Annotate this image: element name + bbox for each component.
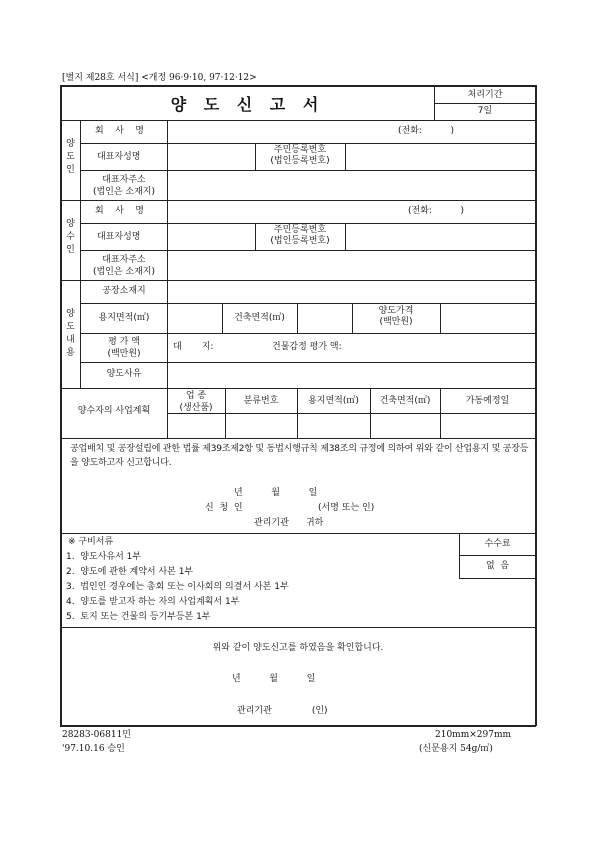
transferor-group-label: 양 도 인 bbox=[66, 139, 75, 175]
required-doc-item: 4. 양도를 받고자 하는 자의 사업계획서 1부 bbox=[66, 597, 240, 607]
business-plan-col-class-no: 분류번호 bbox=[243, 396, 279, 406]
business-plan-col-building-area: 건축면적(㎡) bbox=[379, 396, 431, 406]
business-plan-col-start-date: 가동예정일 bbox=[465, 396, 510, 406]
transferor-phone-label: (전화: ) bbox=[398, 126, 455, 136]
transfer-reason-label: 양도사유 bbox=[106, 369, 142, 379]
transferor-address-label: 대표자주소 (법인은 소재지) bbox=[92, 175, 156, 197]
transferor-company-label: 회 사 명 bbox=[95, 126, 144, 136]
required-doc-item: 2. 양도에 관한 계약서 사본 1부 bbox=[66, 567, 194, 577]
transferee-rep-name-label: 대표자성명 bbox=[97, 232, 141, 242]
declaration-date-line: 년 월 일 bbox=[234, 488, 318, 498]
form-code: 28283-06811민 bbox=[62, 730, 131, 740]
declaration-text: 공업배치 및 공장설립에 관한 법률 제39조제2항 및 동법시행규칙 제38조의 규정에 의하여 위와 같이 산업용지 및 공장등을 양도하고자 신고합니다. bbox=[70, 444, 529, 468]
paper-type: (신문용지 54g/㎡) bbox=[419, 744, 493, 754]
transferee-group-label: 양 수 인 bbox=[66, 219, 75, 255]
required-doc-item: 5. 토지 또는 건물의 등기부등본 1부 bbox=[66, 612, 211, 622]
paper-size: 210mm×297mm bbox=[435, 730, 512, 740]
transferee-company-label: 회 사 명 bbox=[95, 206, 144, 216]
transferor-rrn-label: 주민등록번호 (법인등록번호) bbox=[270, 145, 330, 166]
business-plan-col-land-area: 용지면적(㎡) bbox=[308, 396, 359, 406]
applicant-label: 신 청 인 bbox=[205, 503, 243, 513]
transferee-phone-label: (전화: ) bbox=[408, 206, 465, 216]
form-caption: [별지 제28호 서식] <개정 96·9·10, 97·12·12> bbox=[62, 73, 257, 83]
appraisal-label: 평 가 액 (백만원) bbox=[107, 337, 141, 359]
required-docs-heading: ※ 구비서류 bbox=[68, 537, 114, 547]
fee-value: 없 음 bbox=[485, 561, 510, 571]
declaration-authority-label: 관리기관 귀하 bbox=[254, 518, 324, 528]
transferor-rep-name-label: 대표자성명 bbox=[97, 152, 141, 162]
factory-location-label: 공장소재지 bbox=[102, 286, 146, 296]
document-title: 양 도 신 고 서 bbox=[170, 95, 325, 114]
confirmation-text: 위와 같이 양도신고를 하였음을 확인합니다. bbox=[212, 643, 384, 653]
business-plan-col-industry: 업 종 (생산품) bbox=[179, 391, 213, 413]
fee-label: 수수료 bbox=[484, 539, 511, 549]
land-area-label: 용지면적(㎡) bbox=[98, 313, 150, 323]
transferee-address-label: 대표자주소 (법인은 소재지) bbox=[92, 255, 156, 277]
business-plan-label: 양수자의 사업계획 bbox=[77, 406, 151, 416]
processing-period-label: 처리기간 bbox=[467, 90, 503, 100]
required-doc-item: 3. 법인인 경우에는 총회 또는 이사회의 의결서 사본 1부 bbox=[66, 582, 289, 592]
land-appraisal-label: 대 지: bbox=[173, 342, 214, 352]
transfer-content-group-label: 양 도 내 용 bbox=[66, 309, 75, 358]
required-doc-item: 1. 양도사유서 1부 bbox=[66, 552, 142, 562]
confirmation-date-line: 년 월 일 bbox=[232, 674, 316, 684]
processing-period-value: 7일 bbox=[477, 106, 493, 116]
signature-label: (서명 또는 인) bbox=[318, 503, 375, 513]
confirmation-authority-label: 관리기관 (인) bbox=[237, 706, 328, 716]
building-area-label: 건축면적(㎡) bbox=[234, 313, 285, 323]
transferee-rrn-label: 주민등록번호 (법인등록번호) bbox=[270, 225, 330, 246]
transfer-price-label: 양도가격 (백만원) bbox=[378, 306, 414, 327]
approval-date: '97.10.16 승인 bbox=[62, 744, 125, 754]
building-appraisal-label: 건물감정 평가 액: bbox=[272, 342, 342, 352]
